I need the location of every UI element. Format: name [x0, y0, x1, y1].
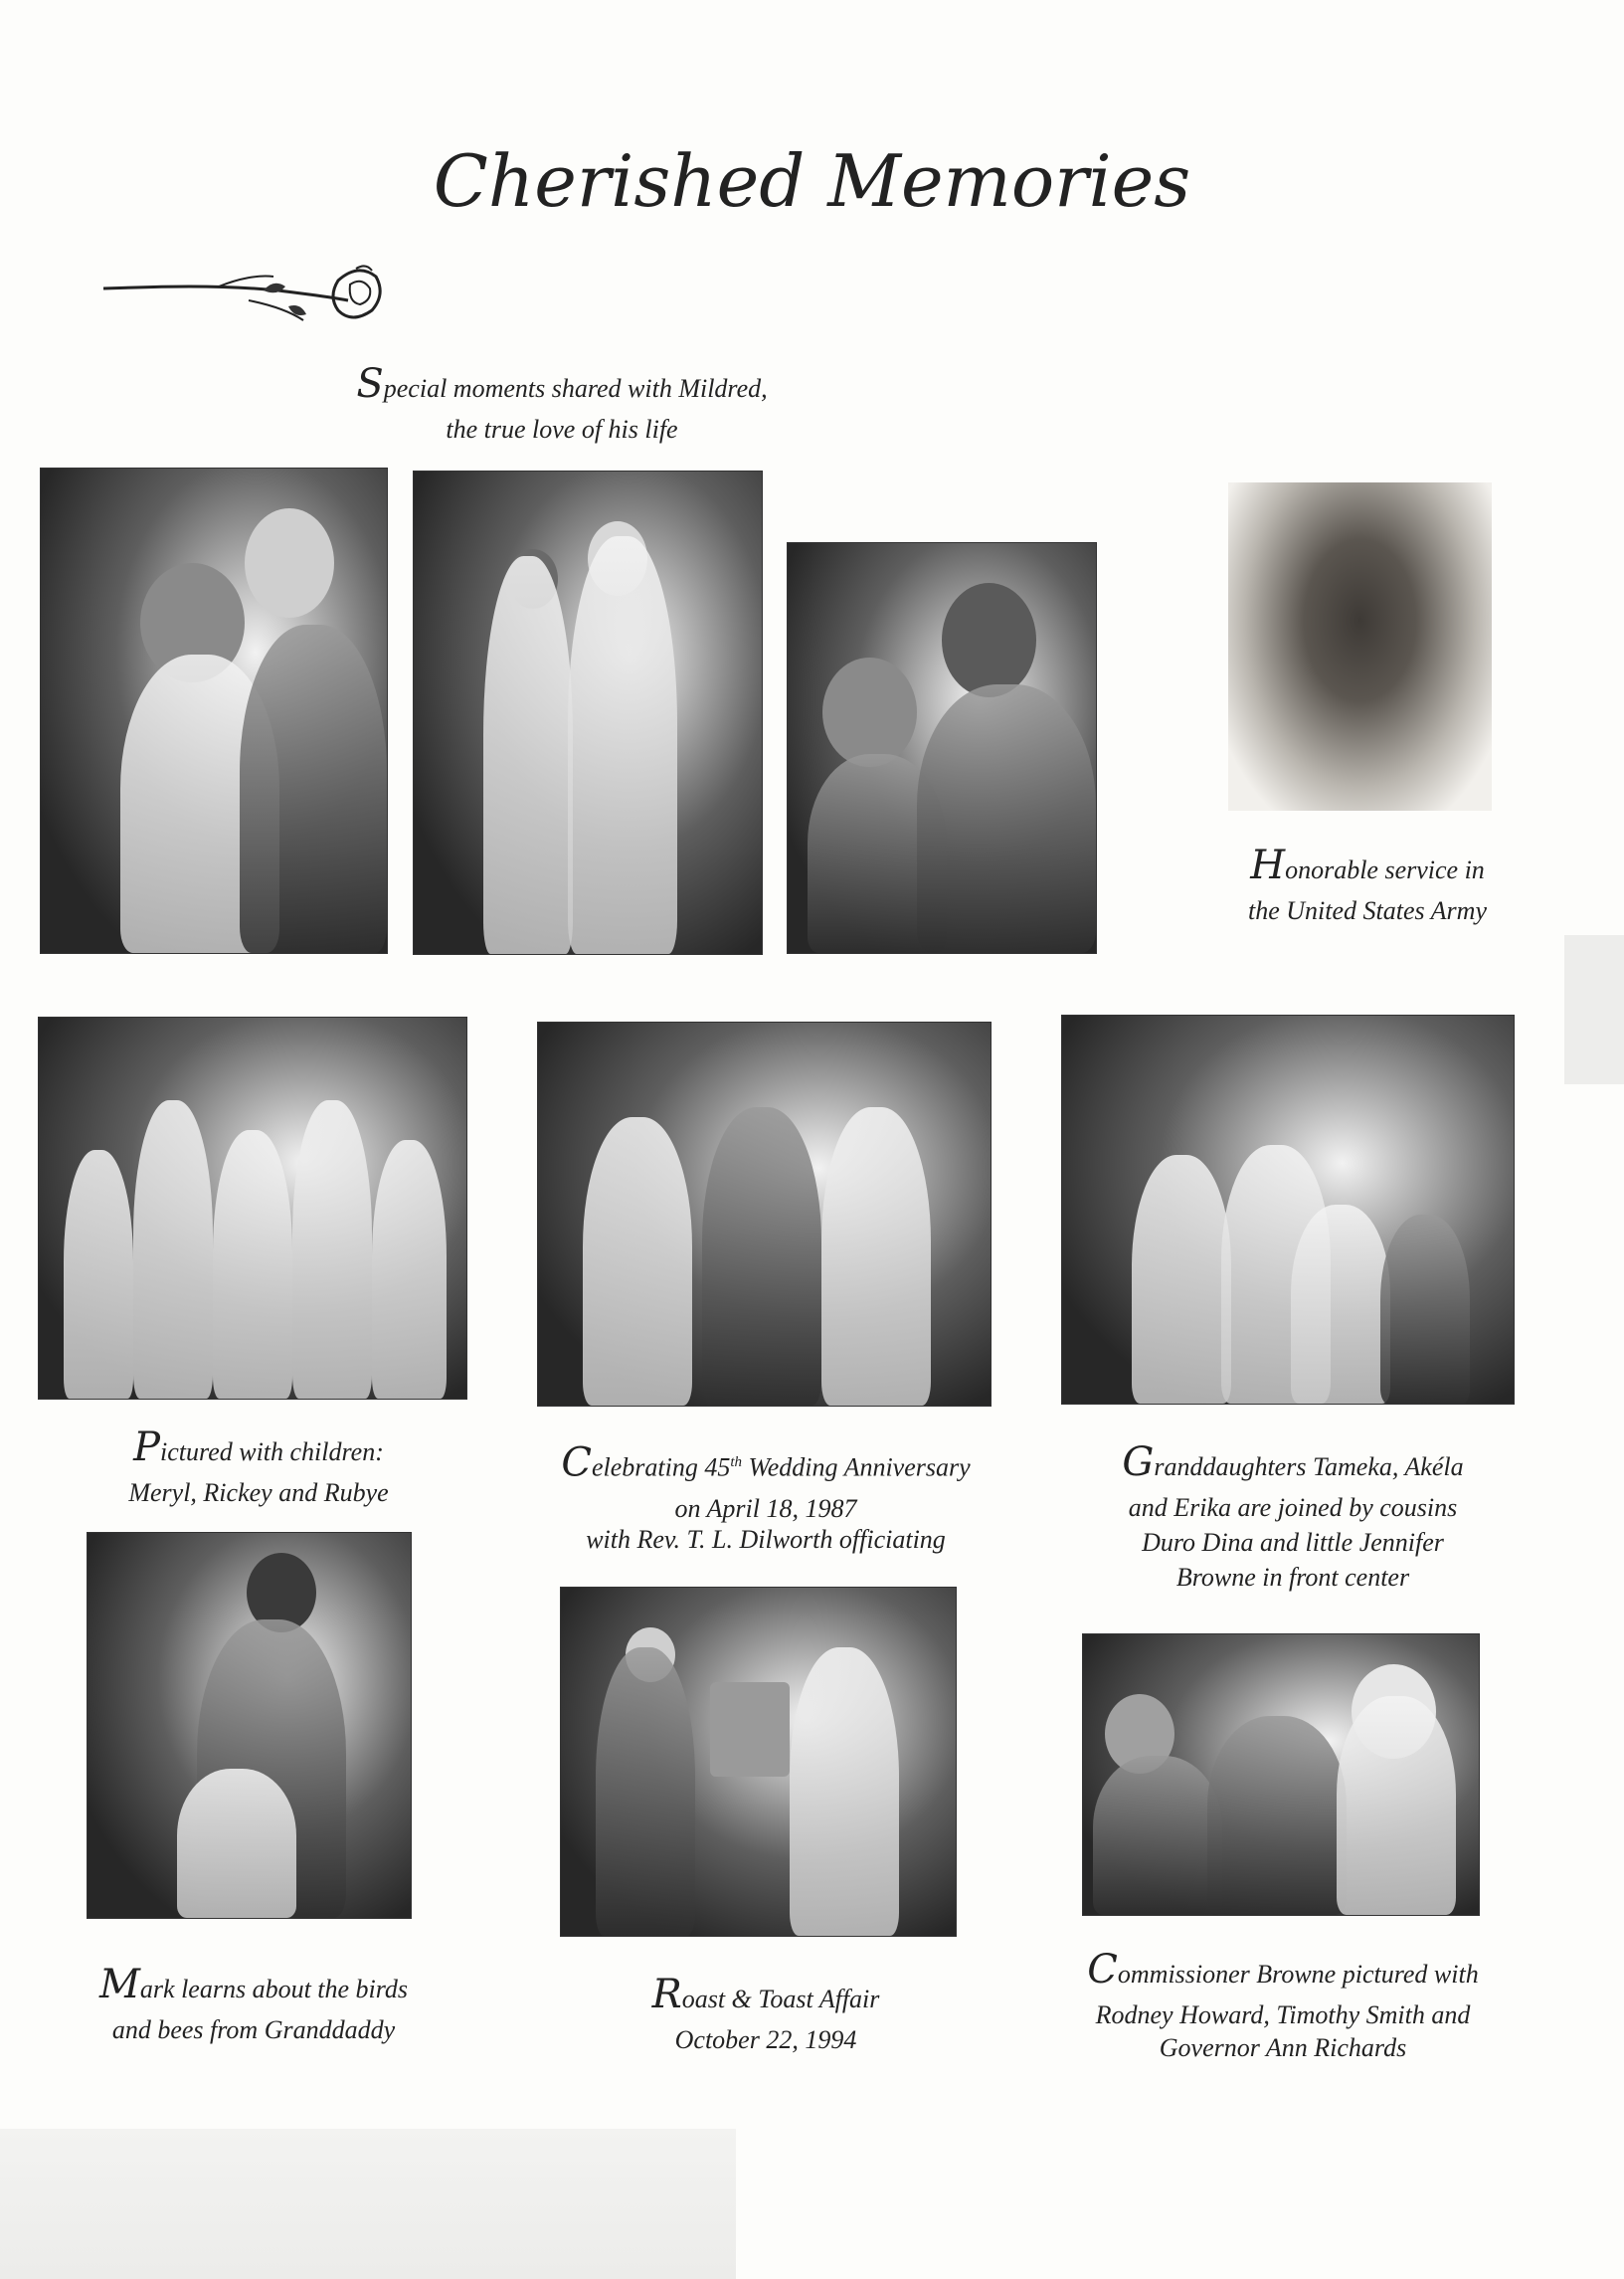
rose-icon [99, 261, 388, 332]
caption-roast: Roast & Toast Affair October 22, 1994 [651, 1972, 880, 2054]
caption-anniversary: Celebrating 45th Wedding Anniversary on April 18, 1987 with Rev. T. L. Dilworth officiating [561, 1439, 971, 1554]
caption-army: Honorable service in the United States Army [1248, 843, 1487, 925]
photo-army-portrait [1228, 482, 1492, 811]
page-title: Cherished Memories [433, 139, 1191, 223]
photo-mark-garden [87, 1532, 412, 1919]
photo-granddaughters [1061, 1015, 1515, 1405]
photo-children [38, 1017, 467, 1400]
photo-anniversary [537, 1022, 992, 1407]
photo-couple-library [787, 542, 1097, 954]
caption-commissioner: Commissioner Browne pictured with Rodney Howard, Timothy Smith and Governor Ann Richards [1087, 1947, 1479, 2062]
caption-mark: Mark learns about the birds and bees from Granddaddy [98, 1962, 409, 2044]
caption-intro: Special moments shared with Mildred, the true love of his life [356, 361, 768, 444]
scan-shadow [0, 2129, 736, 2279]
photo-roast-toast [560, 1587, 957, 1937]
photo-commissioner [1082, 1633, 1480, 1916]
caption-granddaughters: Granddaughters Tameka, Akéla and Erika are joined by cousins Duro Dina and little Jennifer Browne in front center [1122, 1439, 1464, 1592]
photo-couple-seated [40, 468, 388, 954]
photo-couple-garden [413, 471, 763, 955]
scan-edge [1564, 935, 1624, 1084]
caption-children: Pictured with children: Meryl, Rickey and Rubye [128, 1424, 389, 1507]
